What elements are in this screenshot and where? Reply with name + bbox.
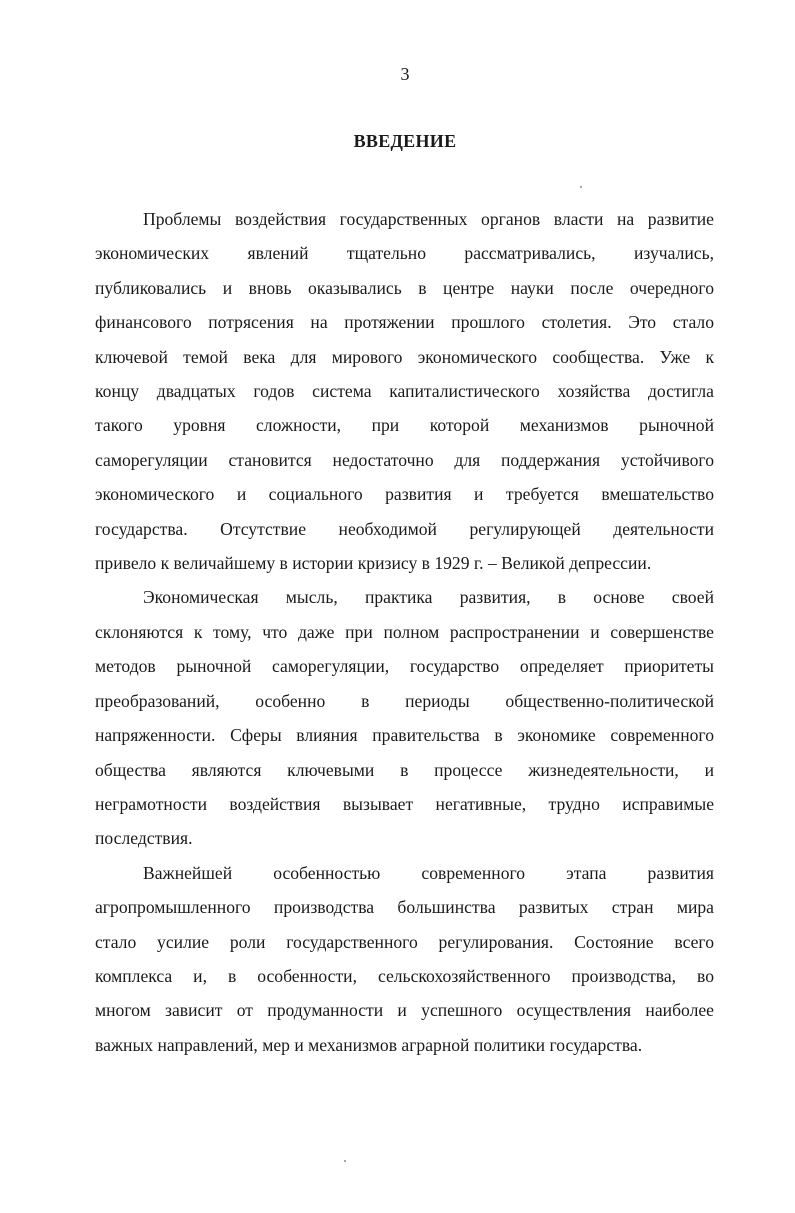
text-line: Экономическая мысль, практика развития, в основе своей: [143, 587, 714, 608]
paragraph-1: [95, 202, 714, 580]
text-line: Проблемы воздействия государственных органов власти на развитие: [143, 209, 714, 229]
text-line: саморегуляции становится недостаточно для поддержания устойчивого: [95, 449, 714, 470]
body-text: [95, 202, 714, 1062]
text-line: финансового потрясения на протяжении прошлого столетия. Это стало: [95, 312, 714, 333]
section-heading: ВВЕДЕНИЕ: [353, 131, 457, 151]
text-line: Важнейшей особенностью современного этапа развития: [143, 862, 714, 883]
text-line: ключевой темой века для мирового экономического сообщества. Уже к: [95, 346, 714, 367]
paragraph-3: [95, 856, 714, 1062]
text-line: публиковались и вновь оказывались в центре науки после очередного: [95, 277, 714, 298]
page-number: 3: [400, 64, 410, 84]
text-line: стало усилие роли государственного регулирования. Состояние всего: [95, 931, 714, 952]
text-line: преобразований, особенно в периоды общественно-политической: [95, 690, 714, 711]
text-line: экономического и социального развития и требуется вмешательство: [95, 484, 714, 505]
text-line: экономических явлений тщательно рассматривались, изучались,: [95, 243, 714, 264]
text-line: напряженности. Сферы влияния правительства в экономике современного: [95, 725, 714, 746]
text-line: многом зависит от продуманности и успешного осуществления наиболее: [95, 1000, 714, 1021]
scan-speck: [580, 186, 582, 188]
text-line: комплекса и, в особенности, сельскохозяйственного производства, во: [95, 965, 714, 986]
text-line: методов рыночной саморегуляции, государство определяет приоритеты: [95, 656, 714, 677]
paragraph-2: [95, 580, 714, 855]
text-line: последствия.: [95, 828, 193, 849]
text-line: государства. Отсутствие необходимой регулирующей деятельности: [95, 518, 714, 539]
text-line: концу двадцатых годов система капиталистического хозяйства достигла: [95, 381, 714, 402]
text-line: такого уровня сложности, при которой механизмов рыночной: [95, 415, 714, 436]
text-line: склоняются к тому, что даже при полном распространении и совершенстве: [95, 621, 714, 642]
text-line: важных направлений, мер и механизмов аграрной политики государства.: [95, 1034, 643, 1055]
text-line: агропромышленного производства большинства развитых стран мира: [95, 897, 714, 918]
text-line: общества являются ключевыми в процессе жизнедеятельности, и: [95, 759, 714, 780]
scan-speck: [344, 1160, 346, 1162]
text-line: привело к величайшему в истории кризису в 1929 г. – Великой депрессии.: [95, 553, 652, 574]
text-line: неграмотности воздействия вызывает негативные, трудно исправимые: [95, 793, 714, 814]
